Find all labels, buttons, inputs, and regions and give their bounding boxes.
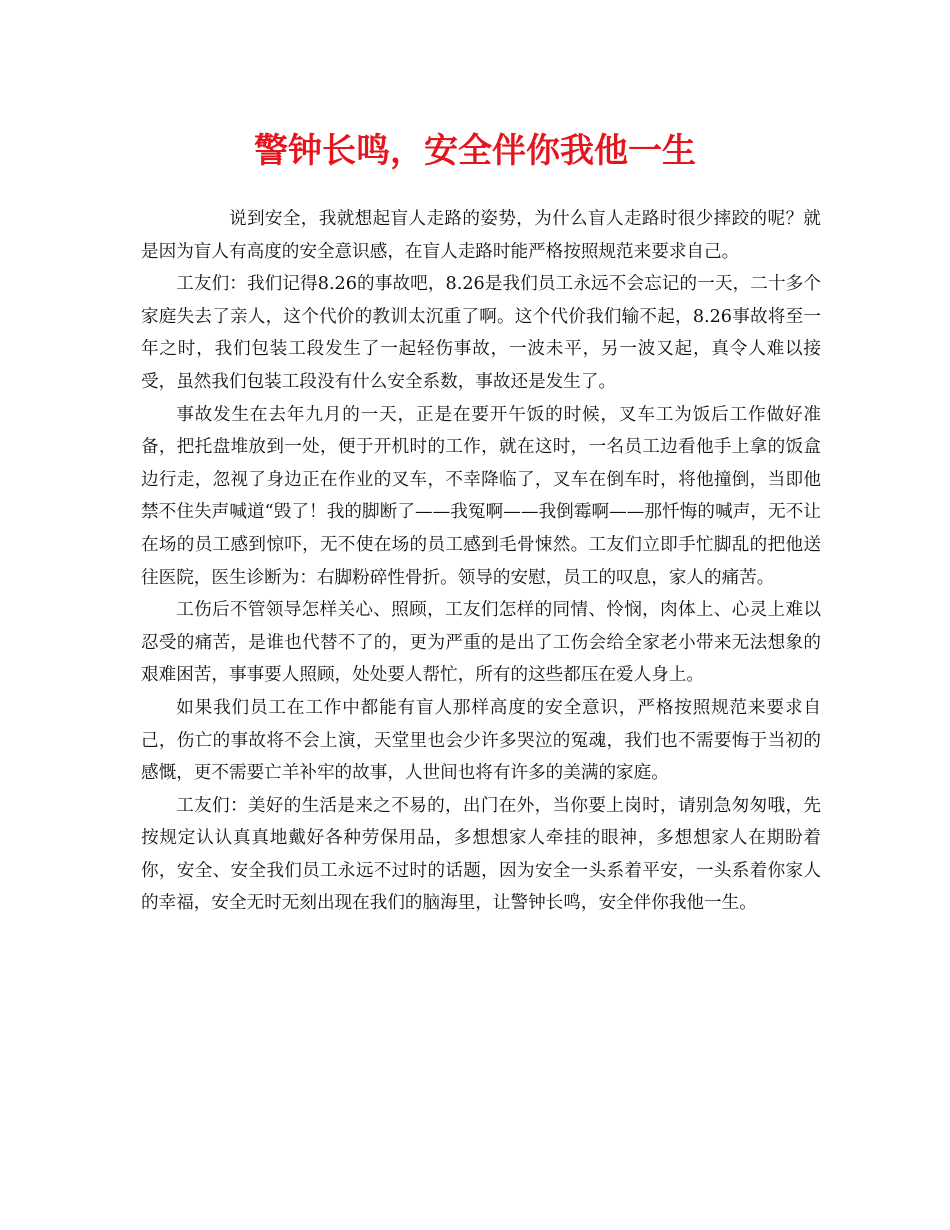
paragraph-826-accident: 工友们：我们记得8.26的事故吧，8.26是我们员工永远不会忘记的一天，二十多个家庭失去了亲人，这个代价的教训太沉重了啊。这个代价我们输不起，8.26事故将至一年之时，我们包装工段发生了一起轻伤事故，一波未平，另一波又起，真令人难以接受，虽然我们包装工段没有什么安全系数，事故还是发生了。: [141, 274, 821, 392]
paragraph-closing: 工友们：美好的生活是来之不易的，出门在外，当你要上岗时，请别急匆匆哦，先按规定认认真真地戴好各种劳保用品，多想想家人牵挂的眼神，多想想家人在期盼着你，安全、安全我们员工永远不过时的话题，因为安全一头系着平安，一头系着你家人的幸福，安全无时无刻出现在我们的脑海里，让警钟长鸣，安全伴你我他一生。: [141, 795, 821, 914]
paragraph-forklift-incident: 事故发生在去年九月的一天，正是在要开午饭的时候，叉车工为饭后工作做好准备，把托盘堆放到一处，便于开机时的工作，就在这时，一名员工边看他手上拿的饭盒边行走，忽视了身边正在作业的叉车，不幸降临了，叉车在倒车时，将他撞倒，当即他禁不住失声喊道“毁了！我的脚断了——我冤啊——我倒霉啊——那忏悔的喊声，无不让在场的员工感到惊吓，无不使在场的员工感到毛骨悚然。工友们立即手忙脚乱的把他送往医院，医生诊断为：右脚粉碎性骨折。领导的安慰，员工的叹息，家人的痛苦。: [141, 404, 821, 588]
paragraph-injury-suffering: 工伤后不管领导怎样关心、照顾，工友们怎样的同情、怜悯，肉体上、心灵上难以忍受的痛苦，是谁也代替不了的，更为严重的是出了工伤会给全家老小带来无法想象的艰难困苦，事事要人照顾，处处要人帮忙，所有的这些都压在爱人身上。: [141, 600, 821, 686]
paragraph-safety-awareness: 如果我们员工在工作中都能有盲人那样高度的安全意识，严格按照规范来要求自己，伤亡的事故将不会上演，天堂里也会少许多哭泣的冤魂，我们也不需要悔于当初的感慨，更不需要亡羊补牢的故事，人世间也将有许多的美满的家庭。: [141, 697, 821, 784]
paragraph-intro: 说到安全，我就想起盲人走路的姿势，为什么盲人走路时很少摔跤的呢？就是因为盲人有高度的安全意识感，在盲人走路时能严格按照规范来要求自己。: [141, 209, 821, 262]
document-title: 警钟长鸣，安全伴你我他一生: [254, 131, 696, 171]
document-body: [141, 203, 821, 920]
